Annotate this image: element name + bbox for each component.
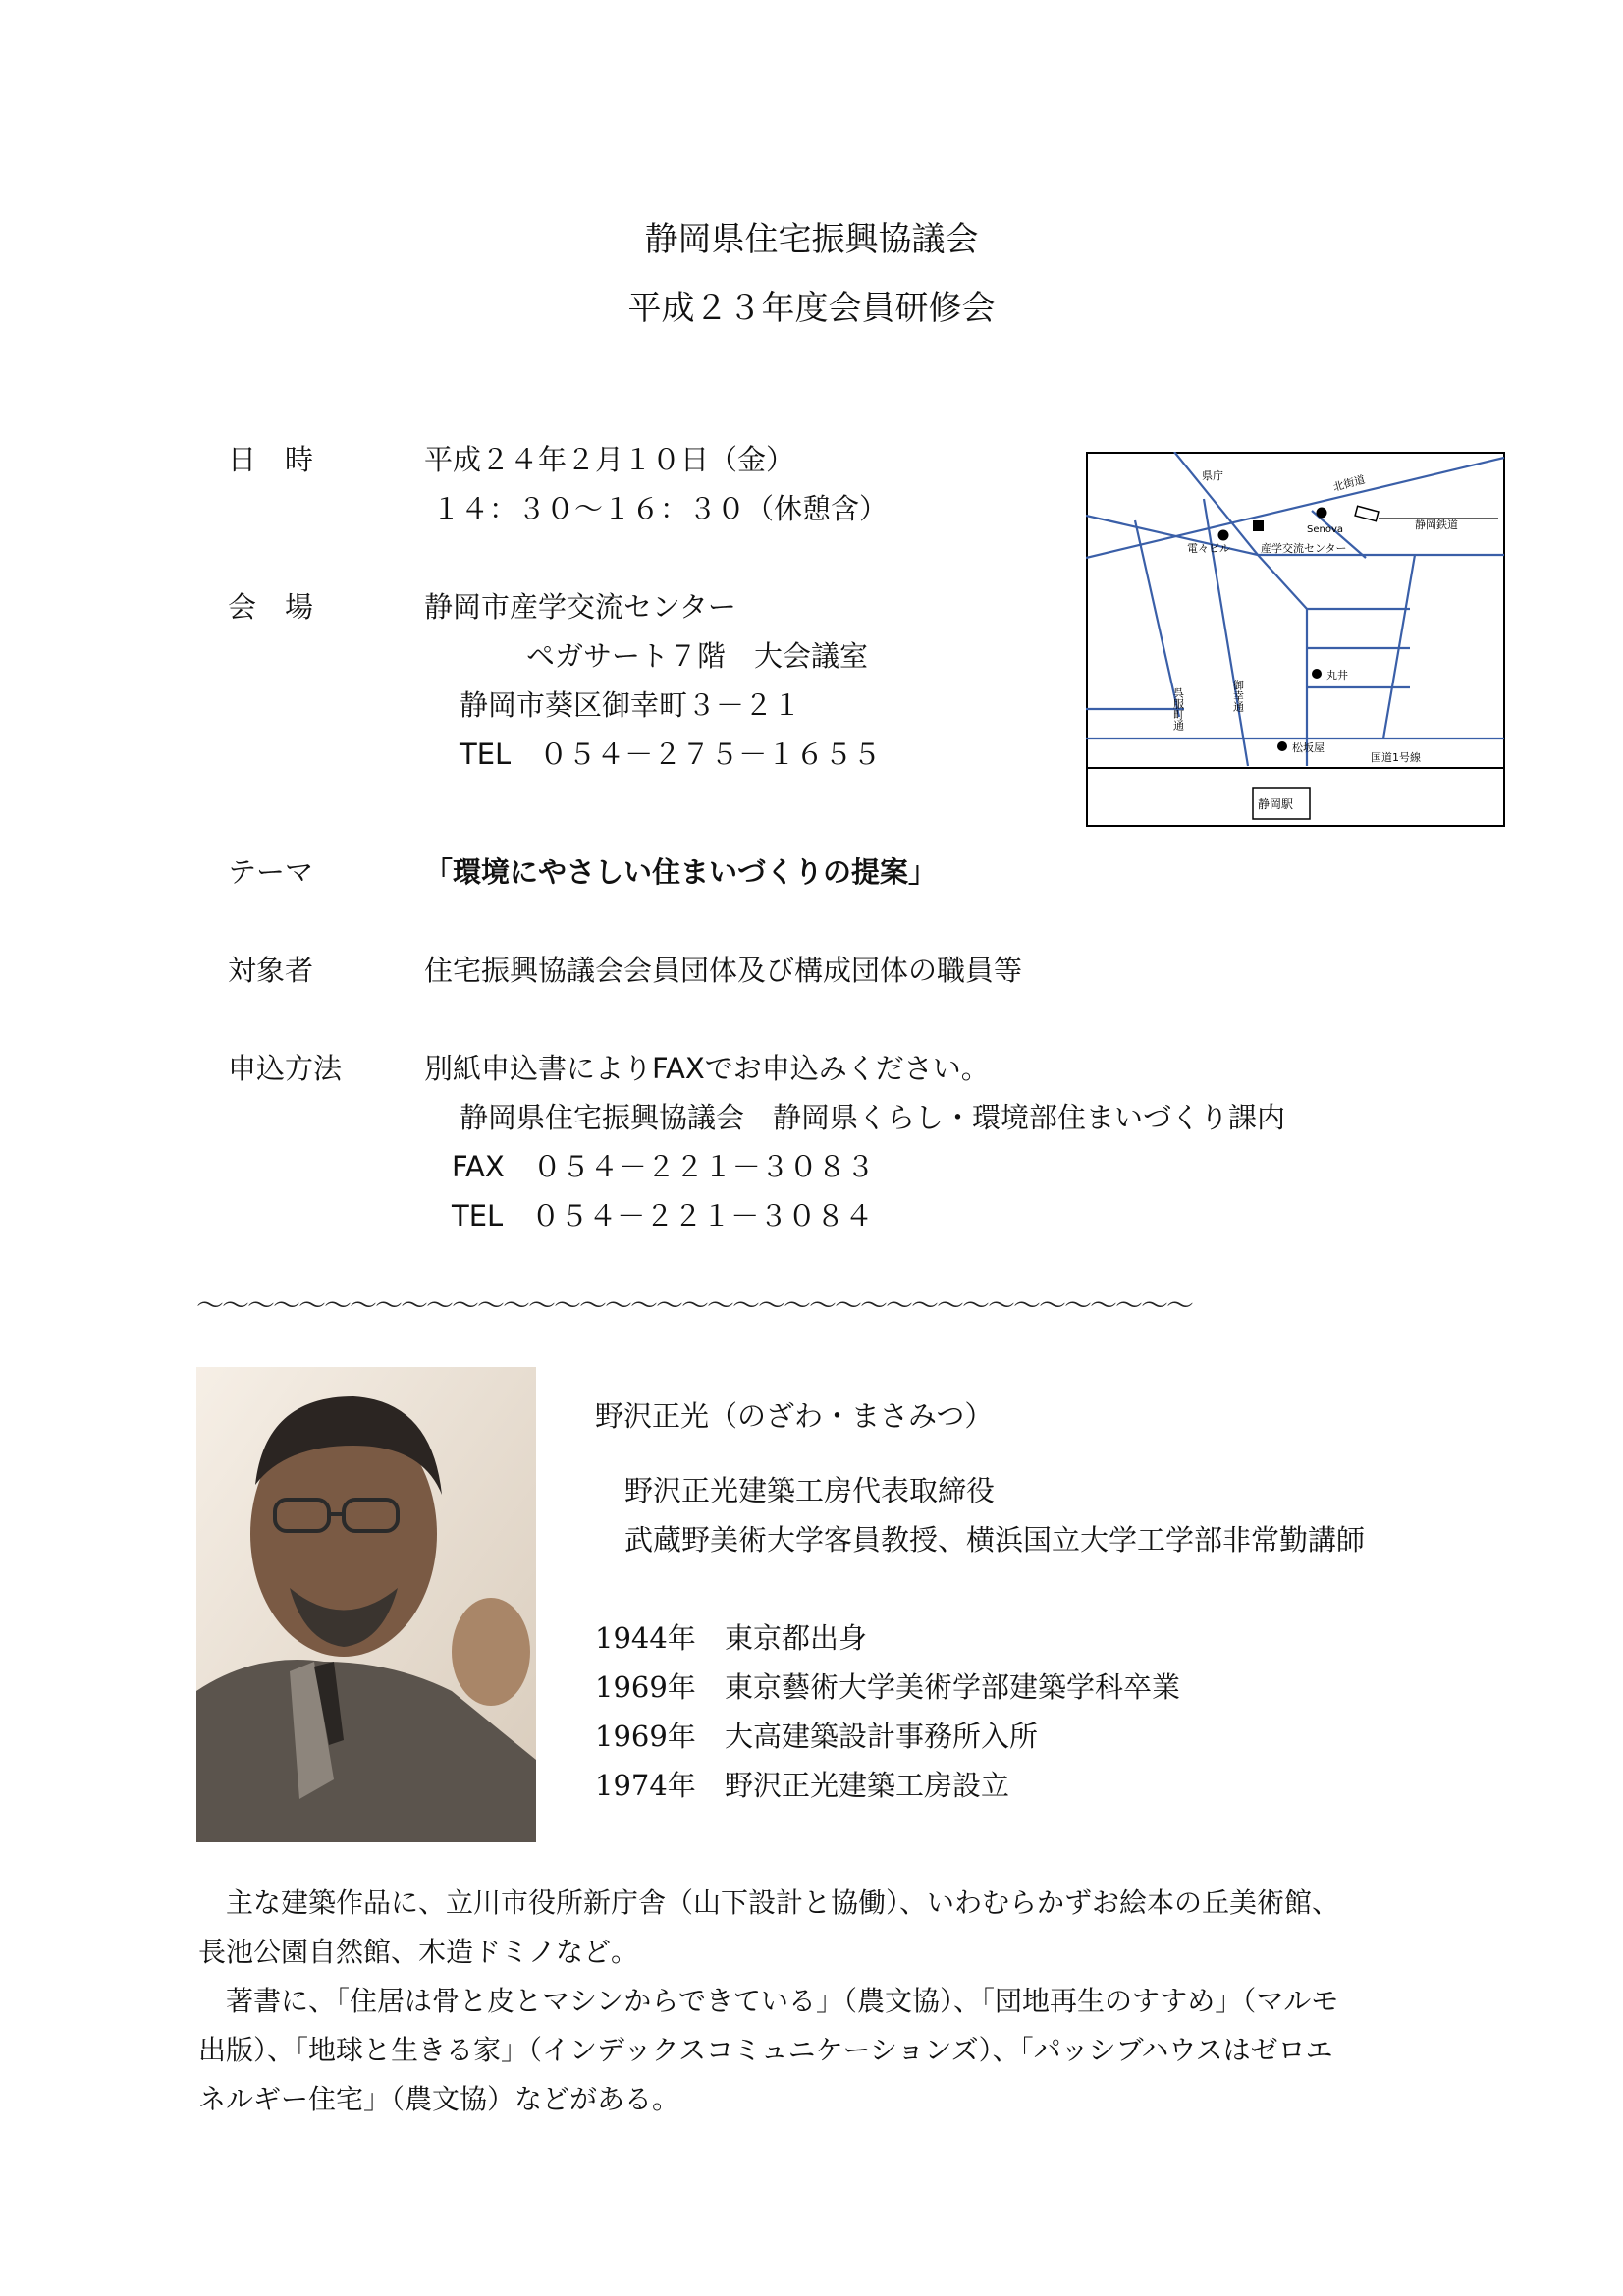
senova-marker <box>1317 508 1327 519</box>
speaker-role-2: 武蔵野美術大学客員教授、横浜国立大学工学部非常勤講師 <box>624 1523 1366 1557</box>
audience-value: 住宅振興協議会会員団体及び構成団体の職員等 <box>424 954 1023 987</box>
map-label-matsuzakaya: 松坂屋 <box>1292 741 1325 754</box>
theme-value: 「環境にやさしい住まいづくりの提案」 <box>424 855 938 889</box>
page-title: 静岡県住宅振興協議会 <box>644 220 979 259</box>
history-year: 1969年 <box>595 1670 696 1704</box>
history-year: 1944年 <box>595 1621 696 1655</box>
venue-room: ペガサート７階 大会議室 <box>526 639 869 673</box>
apply-fax: FAX ０５４－２２１－３０８３ <box>452 1150 875 1183</box>
page-subtitle: 平成２３年度会員研修会 <box>627 289 996 328</box>
history-text: 大高建築設計事務所入所 <box>725 1720 1039 1753</box>
map-label-miyuki: 御幸通 <box>1231 680 1245 712</box>
history-text: 東京藝術大学美術学部建築学科卒業 <box>725 1670 1181 1704</box>
map-label-denki: 電々ビル <box>1187 542 1230 555</box>
apply-method: 別紙申込書によりFAXでお申込みください。 <box>424 1052 990 1085</box>
map-label-sangaku: 産学交流センター <box>1261 542 1347 555</box>
denki-bldg-marker <box>1218 530 1229 541</box>
audience-label: 対象者 <box>228 954 314 987</box>
venue-address: 静岡市葵区御幸町３－２１ <box>460 688 802 722</box>
sangaku-center-marker <box>1253 520 1264 531</box>
works-line-5: ネルギー住宅」（農文協）などがある。 <box>198 2083 680 2115</box>
map-label-hokkaido: 北街道 <box>1331 472 1367 494</box>
date-value: 平成２４年２月１０日（金） <box>424 443 795 476</box>
works-line-2: 長池公園自然館、木造ドミノなど。 <box>198 1936 639 1968</box>
map-label-marui: 丸井 <box>1326 669 1348 682</box>
speaker-role-1: 野沢正光建築工房代表取締役 <box>624 1474 996 1507</box>
matsuzakaya-marker <box>1277 741 1287 751</box>
wavy-divider: ～～～～～～～～～～～～～～～～～～～～～～～～～～～～～～～～～～～～～～～ <box>196 1289 1193 1322</box>
works-line-3: 著書に、「住居は骨と皮とマシンからできている」（農文協）、「団地再生のすすめ」（マルモ <box>226 1985 1339 2017</box>
venue-tel: TEL ０５４－２７５－１６５５ <box>460 738 882 771</box>
venue-map <box>1086 452 1505 827</box>
marui-marker <box>1312 669 1322 679</box>
speaker-photo <box>196 1367 536 1842</box>
time-value: １４：３０～１６：３０（休憩含） <box>432 492 889 525</box>
history-year: 1969年 <box>595 1720 696 1753</box>
history-text: 東京都出身 <box>725 1621 868 1655</box>
map-label-kokudo: 国道1号線 <box>1371 751 1421 764</box>
apply-label: 申込方法 <box>228 1052 343 1085</box>
map-label-senova: Senova <box>1307 524 1344 535</box>
map-label-kencho: 県庁 <box>1202 469 1223 482</box>
date-label: 日 時 <box>228 443 314 476</box>
apply-tel: TEL ０５４－２２１－３０８４ <box>452 1199 874 1232</box>
works-line-1: 主な建築作品に、立川市役所新庁舎（山下設計と協働）、いわむらかずお絵本の丘美術館、 <box>226 1886 1340 1919</box>
speaker-name: 野沢正光（のざわ・まさみつ） <box>595 1399 994 1433</box>
map-label-gofukucho: 呉服町通 <box>1171 687 1185 731</box>
speaker-hand <box>452 1598 530 1706</box>
venue-name: 静岡市産学交流センター <box>424 590 736 624</box>
map-label-station: 静岡駅 <box>1258 797 1294 811</box>
history-year: 1974年 <box>595 1769 696 1802</box>
venue-label: 会 場 <box>228 590 314 624</box>
apply-office: 静岡県住宅振興協議会 静岡県くらし・環境部住まいづくり課内 <box>460 1101 1286 1134</box>
history-text: 野沢正光建築工房設立 <box>725 1769 1010 1802</box>
map-label-tetsudo: 静岡鉄道 <box>1415 519 1458 531</box>
works-line-4: 出版）、「地球と生きる家」（インデックスコミュニケーションズ）、「パッシブハウスはゼロエ <box>198 2034 1333 2066</box>
theme-label: テーマ <box>228 855 314 889</box>
